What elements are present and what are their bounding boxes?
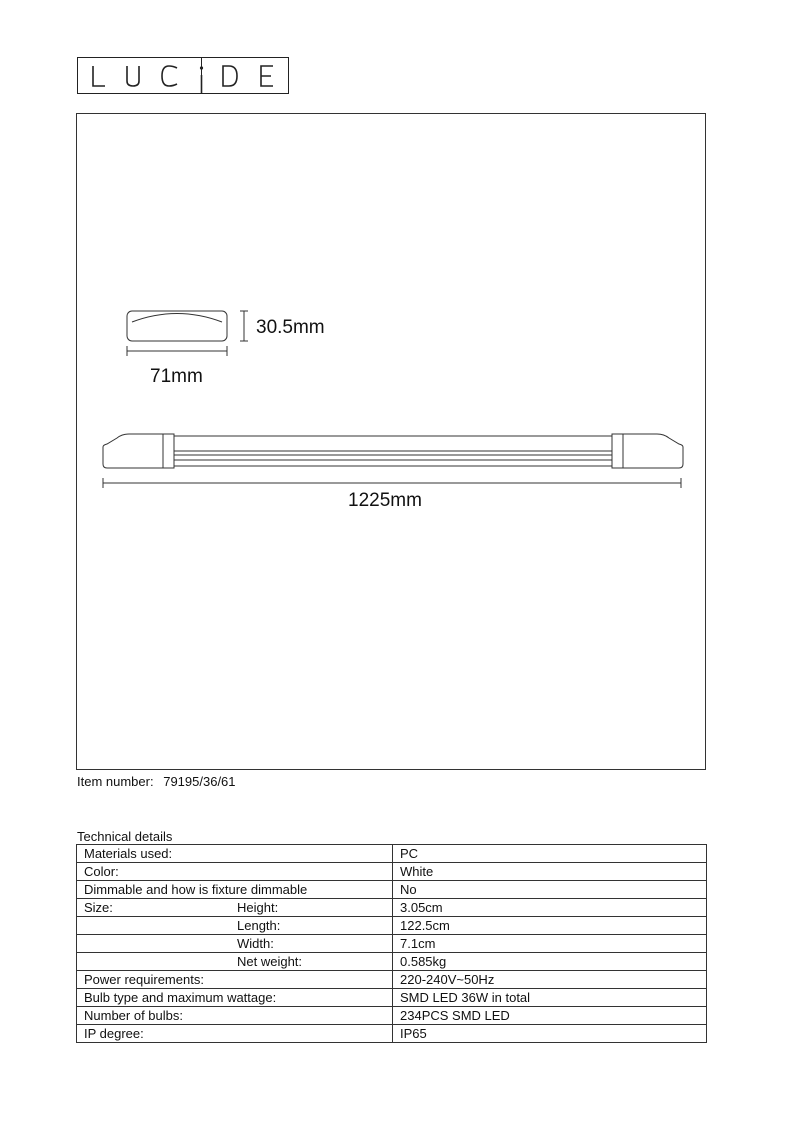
row-value: 7.1cm <box>393 935 707 953</box>
table-row <box>77 953 707 971</box>
technical-details-title: Technical details <box>77 829 173 844</box>
height-dimension-label: 30.5mm <box>256 317 325 338</box>
cross-section-outline <box>127 311 227 341</box>
right-end-cap <box>623 434 683 468</box>
fixture-drawing <box>77 114 707 771</box>
row-value: 3.05cm <box>393 899 707 917</box>
row-label: Number of bulbs: <box>84 1008 183 1023</box>
row-value: 122.5cm <box>393 917 707 935</box>
cross-section-diffuser <box>132 314 222 323</box>
row-value: 0.585kg <box>393 953 707 971</box>
row-value: White <box>393 863 707 881</box>
item-number-label: Item number: <box>77 774 154 789</box>
item-number <box>77 774 242 789</box>
width-dimension-label: 71mm <box>150 366 203 387</box>
left-end-cap <box>103 434 163 468</box>
table-row <box>77 917 707 935</box>
row-sublabel: Height: <box>237 900 279 915</box>
table-row <box>77 989 707 1007</box>
table-row <box>77 935 707 953</box>
left-collar <box>163 434 174 468</box>
table-row <box>77 881 707 899</box>
row-sublabel: Width: <box>237 936 274 951</box>
row-sublabel: Net weight: <box>237 954 303 969</box>
logo-mark <box>77 57 289 94</box>
technical-details-table <box>76 844 707 1043</box>
row-label: Materials used: <box>84 846 173 861</box>
row-value: IP65 <box>393 1025 707 1043</box>
lucide-logo <box>77 57 289 94</box>
row-value: SMD LED 36W in total <box>393 989 707 1007</box>
row-label: Power requirements: <box>84 972 204 987</box>
table-row <box>77 971 707 989</box>
right-collar <box>612 434 623 468</box>
table-row <box>77 899 707 917</box>
row-value: No <box>393 881 707 899</box>
table-row <box>77 1025 707 1043</box>
row-value: 220-240V~50Hz <box>393 971 707 989</box>
table-row <box>77 863 707 881</box>
row-label: Size: <box>84 900 113 915</box>
row-value: PC <box>393 845 707 863</box>
table-row <box>77 1007 707 1025</box>
length-dimension-label: 1225mm <box>348 490 422 511</box>
row-label: Color: <box>84 864 119 879</box>
row-value: 234PCS SMD LED <box>393 1007 707 1025</box>
row-sublabel: Length: <box>237 918 281 933</box>
item-number-value: 79195/36/61 <box>163 774 236 789</box>
row-label: Dimmable and how is fixture dimmable <box>84 882 308 897</box>
table-row <box>77 845 707 863</box>
row-label: Bulb type and maximum wattage: <box>84 990 277 1005</box>
row-label: IP degree: <box>84 1026 144 1041</box>
technical-drawing <box>76 113 706 770</box>
